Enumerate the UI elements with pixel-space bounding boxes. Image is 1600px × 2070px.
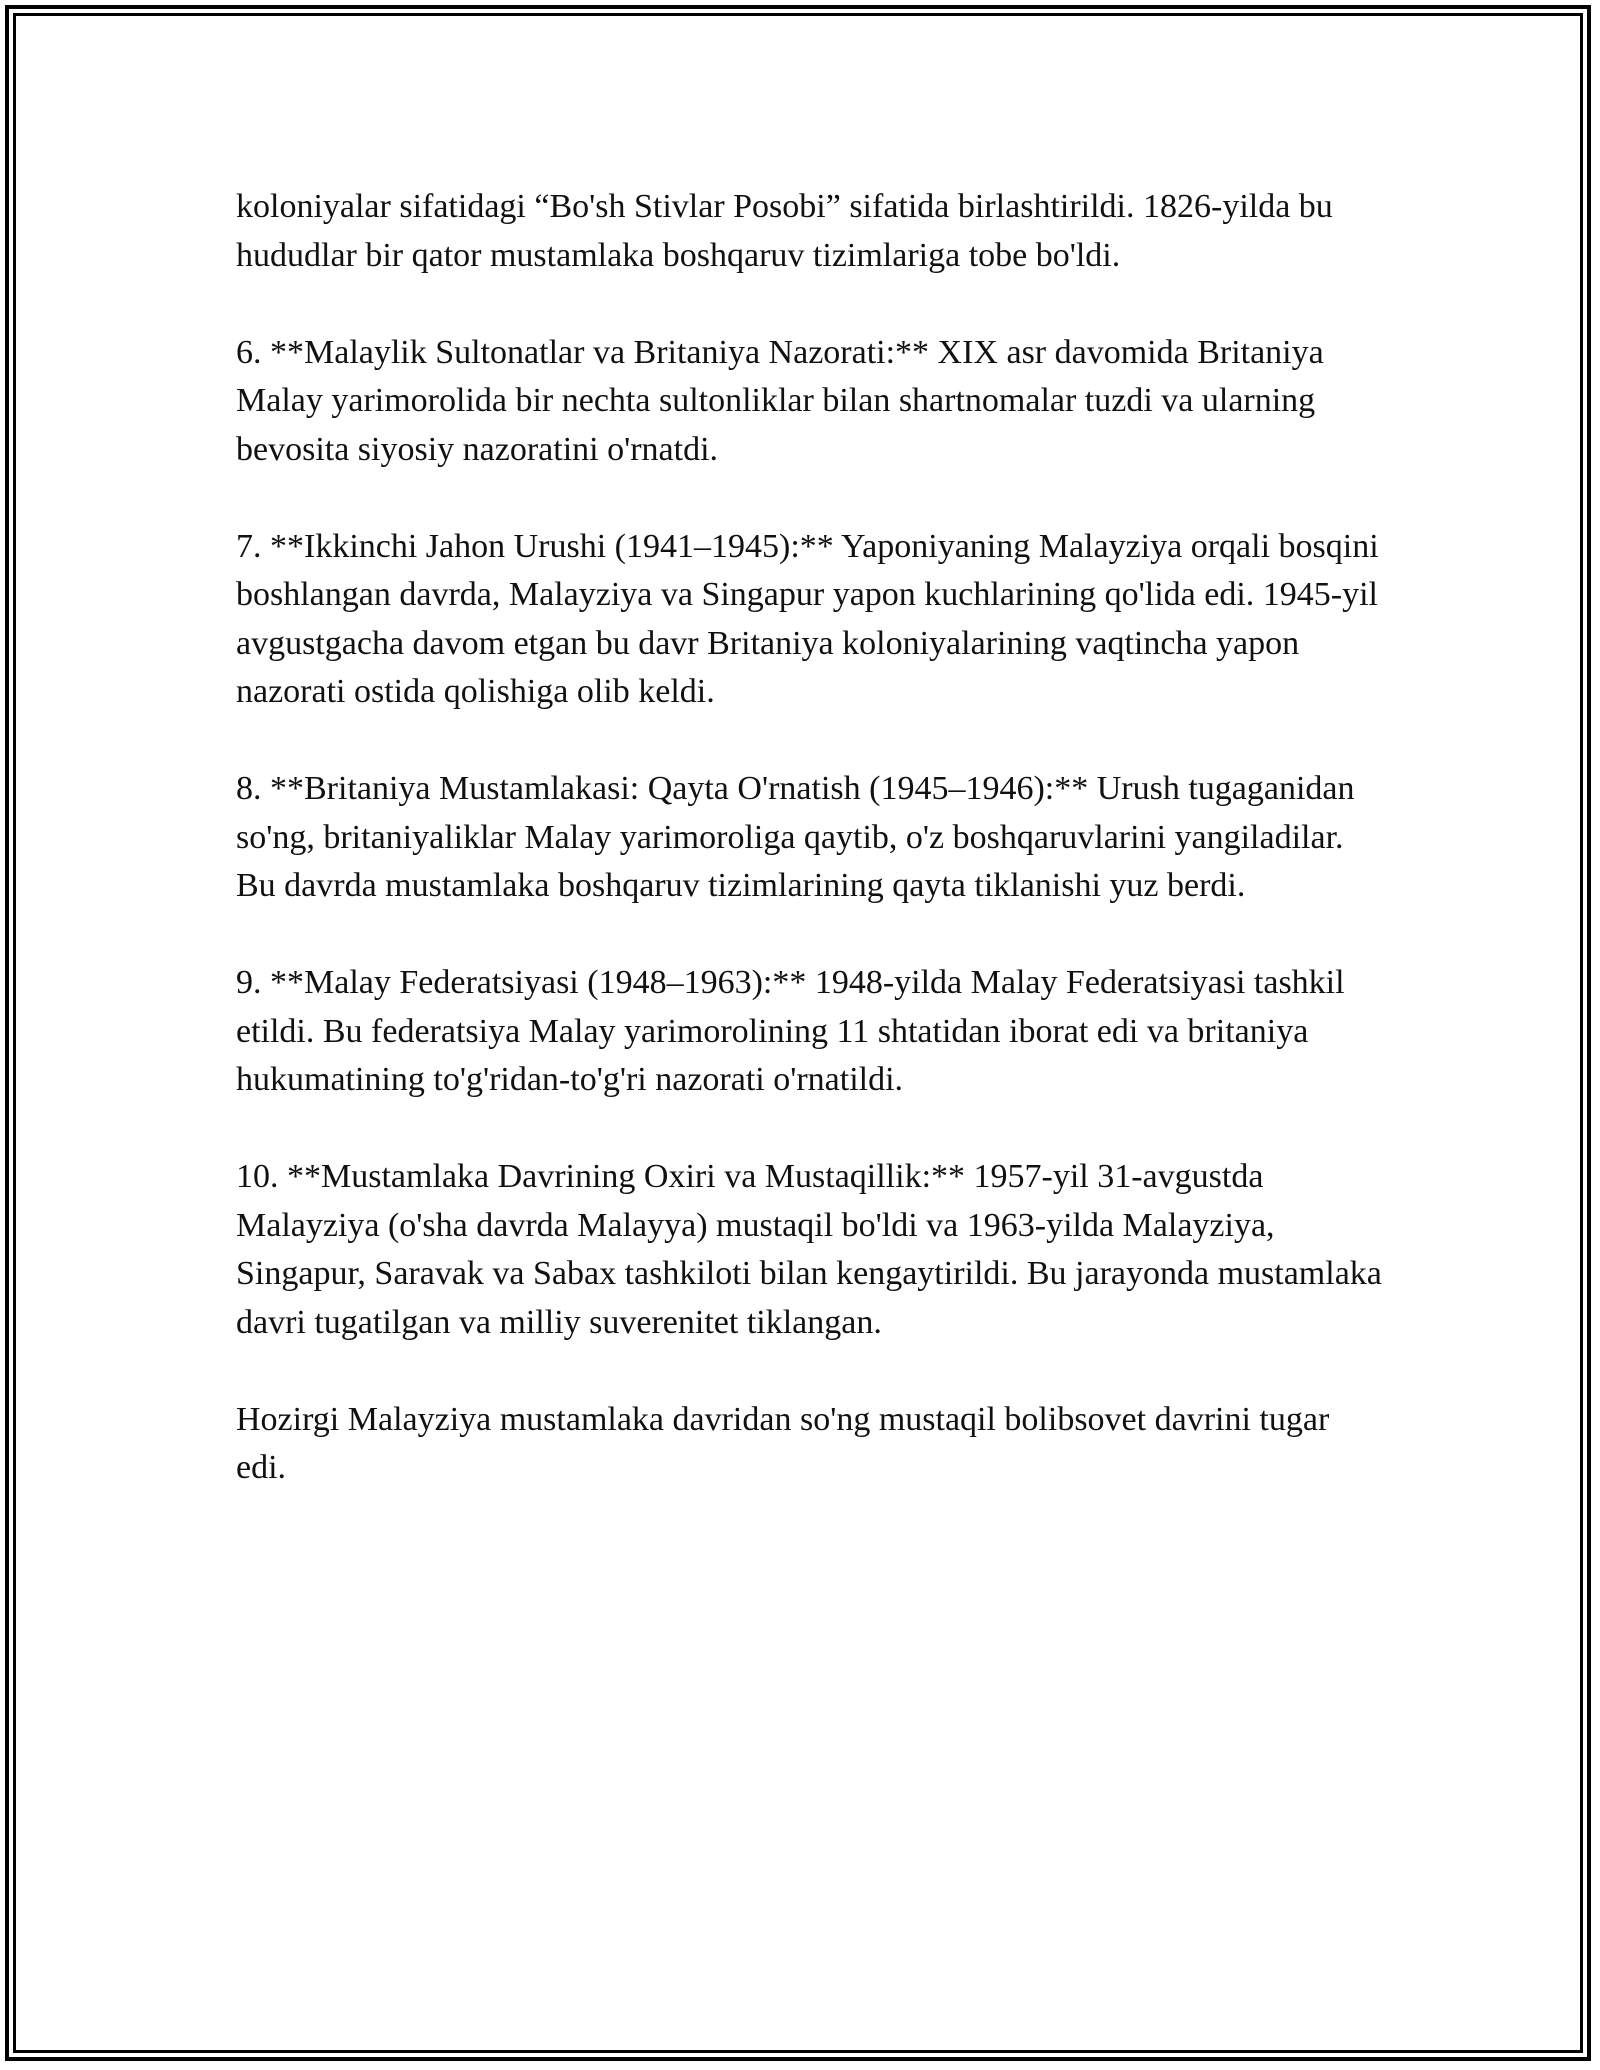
paragraph-intro-continuation: koloniyalar sifatidagi “Bo'sh Stivlar Posobi” sifatida birlashtirildi. 1826-yilda bu hududlar bir qator mustamlaka boshqaruv tizimlariga tobe bo'ldi. xyxy=(236,188,1333,274)
paragraph-conclusion: Hozirgi Malayziya mustamlaka davridan so'ng mustaqil bolibsovet davrini tugar edi. xyxy=(236,1400,1330,1486)
paragraph-item-8: 8. **Britaniya Mustamlakasi: Qayta O'rnatish (1945–1946):** Urush tugaganidan so'ng, britaniyaliklar Malay yarimoroliga qaytib, o'z boshqaruvlarini yangiladilar. Bu davrda mustamlaka boshqaruv tizimlarining qayta tiklanishi yuz berdi. xyxy=(236,770,1355,904)
paragraph-item-7: 7. **Ikkinchi Jahon Urushi (1941–1945):** Yaponiyaning Malayziya orqali bosqini boshlangan davrda, Malayziya va Singapur yapon kuchlarining qo'lida edi. 1945-yil avgustgacha davom etgan bu davr Britaniya koloniyalarining vaqtincha yapon nazorati ostida qolishiga olib keldi. xyxy=(236,527,1379,710)
paragraph-item-9: 9. **Malay Federatsiyasi (1948–1963):** 1948-yilda Malay Federatsiyasi tashkil etildi. Bu federatsiya Malay yarimorolining 11 shtatidan iborat edi va britaniya hukumatining to'g'ridan-to'g'ri nazorati o'rnatildi. xyxy=(236,964,1345,1098)
paragraph-item-6: 6. **Malaylik Sultonatlar va Britaniya Nazorati:** XIX asr davomida Britaniya Malay yarimorolida bir nechta sultonliklar bilan shartnomalar tuzdi va ularning bevosita siyosiy nazoratini o'rnatdi. xyxy=(236,333,1324,468)
paragraph-item-10: 10. **Mustamlaka Davrining Oxiri va Mustaqillik:** 1957-yil 31-avgustda Malayziya (o'sha davrda Malayya) mustaqil bo'ldi va 1963-yilda Malayziya, Singapur, Saravak va Sabax tashkiloti bilan kengaytirildi. Bu jarayonda mustamlaka davri tugatilgan va milliy suverenitet tiklangan. xyxy=(236,1158,1382,1341)
document-body xyxy=(236,183,1386,1493)
